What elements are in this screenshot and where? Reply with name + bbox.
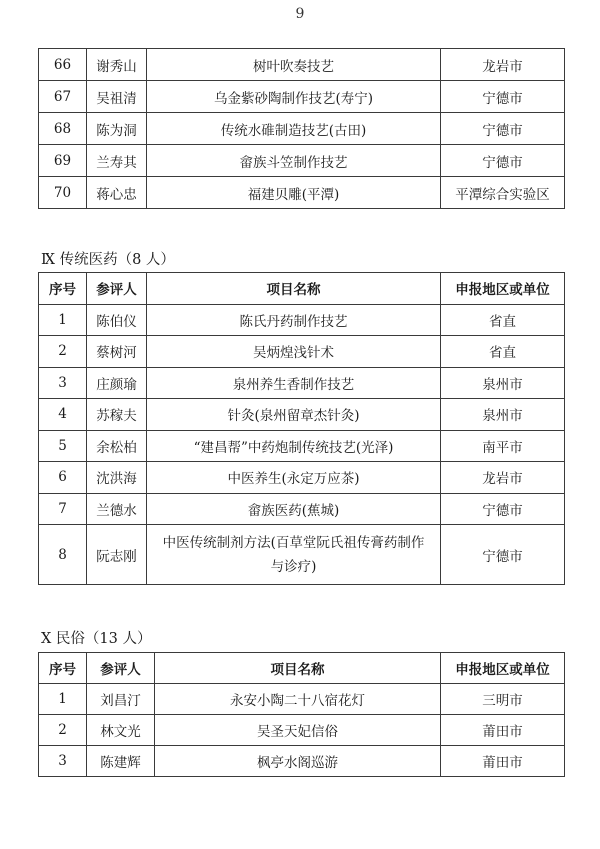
table-row — [39, 113, 565, 145]
region: 南平市 — [441, 430, 565, 462]
applicant-name: 兰寿其 — [87, 145, 147, 177]
row-number: 2 — [39, 336, 87, 368]
applicant-name: 兰德水 — [87, 493, 147, 525]
row-number: 6 — [39, 462, 87, 494]
table-row — [39, 746, 565, 777]
continued-table — [38, 48, 565, 209]
region: 宁德市 — [441, 145, 565, 177]
row-number: 69 — [39, 145, 87, 177]
project-name: “建昌帮”中药炮制传统技艺(光泽) — [147, 430, 441, 462]
applicant-name: 吴祖清 — [87, 81, 147, 113]
table-row — [39, 430, 565, 462]
row-number: 1 — [39, 304, 87, 336]
row-number: 68 — [39, 113, 87, 145]
row-number: 3 — [39, 746, 87, 777]
applicant-name: 苏稼夫 — [87, 399, 147, 431]
project-name: 针灸(泉州留章杰针灸) — [147, 399, 441, 431]
table-header-row — [39, 653, 565, 684]
project-name: 陈氏丹药制作技艺 — [147, 304, 441, 336]
project-name: 吴圣天妃信俗 — [155, 715, 441, 746]
region: 宁德市 — [441, 525, 565, 585]
row-number: 2 — [39, 715, 87, 746]
project-name: 福建贝雕(平潭) — [147, 177, 441, 209]
region: 省直 — [441, 336, 565, 368]
table-row — [39, 177, 565, 209]
project-name: 中医传统制剂方法(百草堂阮氏祖传膏药制作与诊疗) — [147, 525, 441, 585]
applicant-name: 沈洪海 — [87, 462, 147, 494]
project-name: 乌金紫砂陶制作技艺(寿宁) — [147, 81, 441, 113]
row-number: 66 — [39, 49, 87, 81]
table-row — [39, 304, 565, 336]
header-number: 序号 — [39, 653, 87, 684]
row-number: 1 — [39, 684, 87, 715]
applicant-name: 蒋心忠 — [87, 177, 147, 209]
row-number: 8 — [39, 525, 87, 585]
applicant-name: 陈伯仪 — [87, 304, 147, 336]
project-name: 吴炳煌浅针术 — [147, 336, 441, 368]
row-number: 4 — [39, 399, 87, 431]
region: 宁德市 — [441, 81, 565, 113]
region: 泉州市 — [441, 399, 565, 431]
table-row — [39, 49, 565, 81]
table-row — [39, 462, 565, 494]
header-applicant: 参评人 — [87, 273, 147, 305]
row-number: 67 — [39, 81, 87, 113]
section-title-traditional-medicine: Ⅸ 传统医药（8 人） — [41, 252, 175, 268]
row-number: 7 — [39, 493, 87, 525]
project-name: 畲族医药(蕉城) — [147, 493, 441, 525]
table-row — [39, 525, 565, 585]
header-project: 项目名称 — [155, 653, 441, 684]
region: 泉州市 — [441, 367, 565, 399]
header-region: 申报地区或单位 — [441, 653, 565, 684]
project-name: 永安小陶二十八宿花灯 — [155, 684, 441, 715]
project-name: 中医养生(永定万应茶) — [147, 462, 441, 494]
region: 宁德市 — [441, 493, 565, 525]
region: 莆田市 — [441, 715, 565, 746]
folk-customs-table — [38, 652, 565, 777]
applicant-name: 阮志刚 — [87, 525, 147, 585]
table-row — [39, 399, 565, 431]
table-row — [39, 336, 565, 368]
project-name: 树叶吹奏技艺 — [147, 49, 441, 81]
applicant-name: 庄颜瑜 — [87, 367, 147, 399]
applicant-name: 陈建辉 — [87, 746, 155, 777]
table-row — [39, 715, 565, 746]
region: 平潭综合实验区 — [441, 177, 565, 209]
region: 三明市 — [441, 684, 565, 715]
traditional-medicine-table — [38, 272, 565, 585]
region: 龙岩市 — [441, 49, 565, 81]
region: 宁德市 — [441, 113, 565, 145]
table-row — [39, 493, 565, 525]
header-applicant: 参评人 — [87, 653, 155, 684]
table-row — [39, 81, 565, 113]
project-name: 枫亭水阁巡游 — [155, 746, 441, 777]
applicant-name: 刘昌汀 — [87, 684, 155, 715]
header-region: 申报地区或单位 — [441, 273, 565, 305]
header-project: 项目名称 — [147, 273, 441, 305]
row-number: 70 — [39, 177, 87, 209]
applicant-name: 蔡树河 — [87, 336, 147, 368]
table-row — [39, 684, 565, 715]
project-name: 泉州养生香制作技艺 — [147, 367, 441, 399]
row-number: 5 — [39, 430, 87, 462]
applicant-name: 余松柏 — [87, 430, 147, 462]
table-row — [39, 367, 565, 399]
applicant-name: 谢秀山 — [87, 49, 147, 81]
page-number: 9 — [295, 6, 305, 22]
applicant-name: 林文光 — [87, 715, 155, 746]
project-name: 畲族斗笠制作技艺 — [147, 145, 441, 177]
region: 莆田市 — [441, 746, 565, 777]
table-header-row — [39, 273, 565, 305]
project-name: 传统水碓制造技艺(古田) — [147, 113, 441, 145]
region: 龙岩市 — [441, 462, 565, 494]
region: 省直 — [441, 304, 565, 336]
applicant-name: 陈为洞 — [87, 113, 147, 145]
row-number: 3 — [39, 367, 87, 399]
section-title-folk-customs: Ⅹ 民俗（13 人） — [41, 631, 152, 647]
header-number: 序号 — [39, 273, 87, 305]
table-row — [39, 145, 565, 177]
